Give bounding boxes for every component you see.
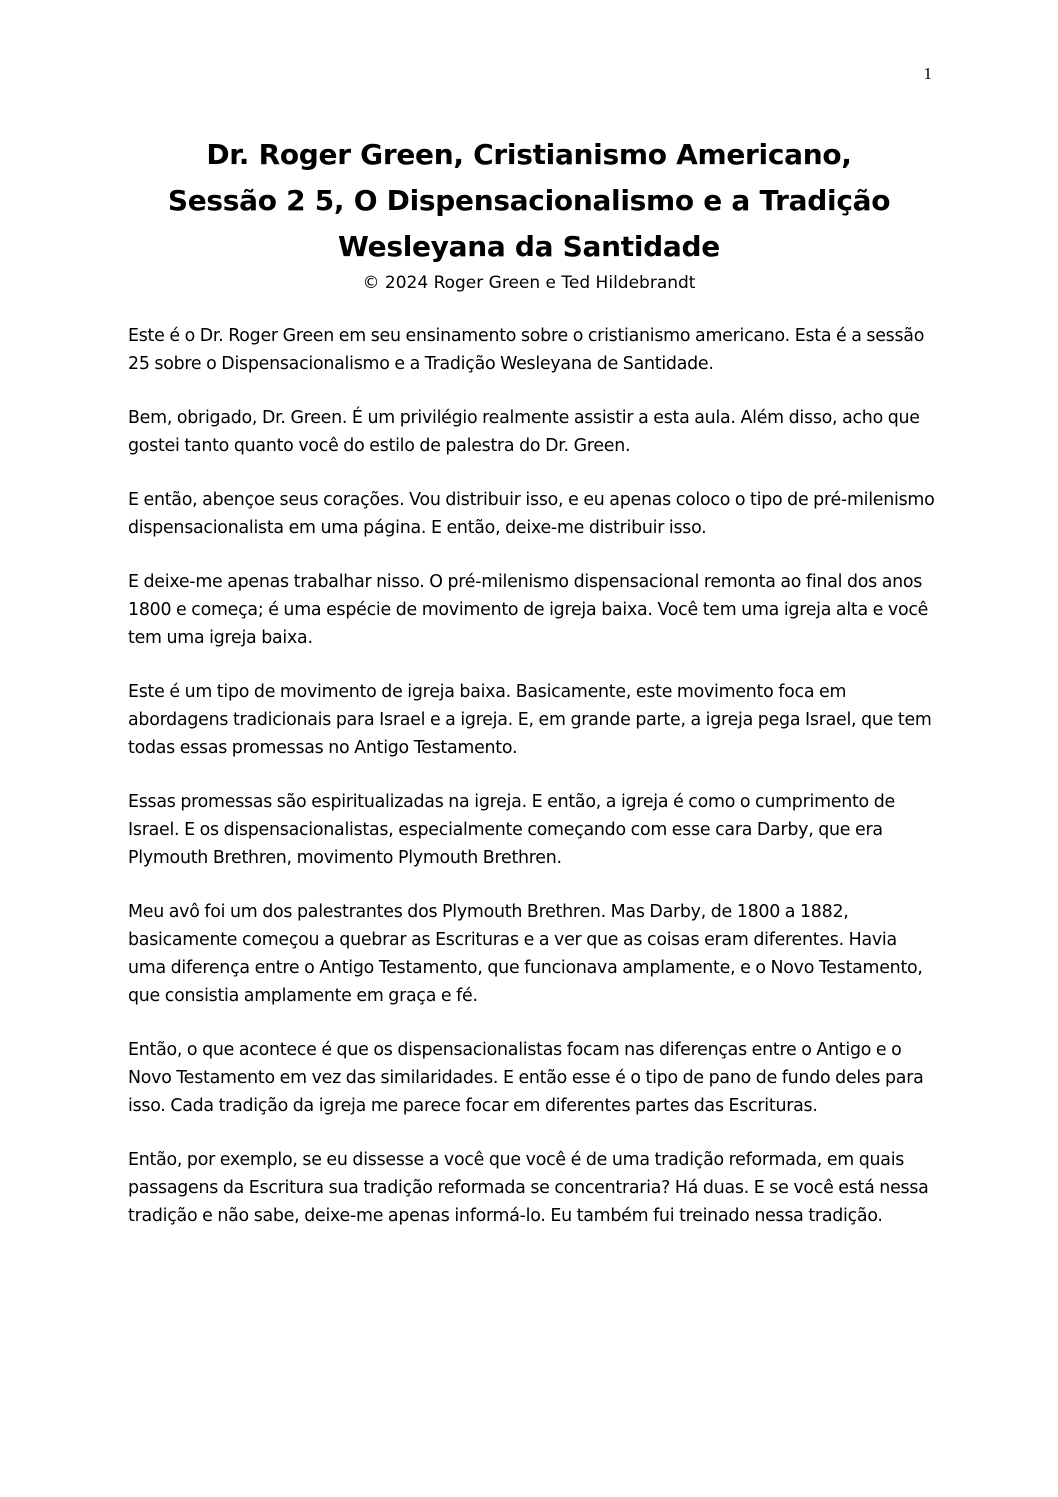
title-line-3: Wesleyana da Santidade bbox=[338, 230, 720, 263]
document-header bbox=[120, 132, 938, 296]
paragraph-8: Então, o que acontece é que os dispensacionalistas focam nas diferenças entre o Antigo e o Novo Testamento em vez das similaridades. E então esse é o tipo de pano de fundo deles para isso. Cada tradição da igreja me parece focar em diferentes partes das Escrituras. bbox=[128, 1040, 924, 1116]
copyright-notice: © 2024 Roger Green e Ted Hildebrandt bbox=[362, 273, 696, 293]
paragraph-5: Este é um tipo de movimento de igreja baixa. Basicamente, este movimento foca em abordagens tradicionais para Israel e a igreja. E, em grande parte, a igreja pega Israel, que tem todas essas promessas no Antigo Testamento. bbox=[128, 682, 932, 758]
paragraph-6: Essas promessas são espiritualizadas na igreja. E então, a igreja é como o cumprimento de Israel. E os dispensacionalistas, especialmente começando com esse cara Darby, que era Plymouth Brethren, movimento Plymouth Brethren. bbox=[128, 792, 895, 868]
title-line-2: Sessão 2 5, O Dispensacionalismo e a Tradição bbox=[167, 184, 891, 217]
title-line-1: Dr. Roger Green, Cristianismo Americano, bbox=[206, 138, 852, 171]
paragraph-9: Então, por exemplo, se eu dissesse a você que você é de uma tradição reformada, em quais passagens da Escritura sua tradição reformada se concentraria? Há duas. E se você está nessa tradição e não sabe, deixe-me apenas informá-lo. Eu também fui treinado nessa tradição. bbox=[128, 1150, 929, 1226]
document-body bbox=[128, 322, 936, 1256]
document-title bbox=[120, 132, 938, 270]
paragraph-7: Meu avô foi um dos palestrantes dos Plymouth Brethren. Mas Darby, de 1800 a 1882, basicamente começou a quebrar as Escrituras e a ver que as coisas eram diferentes. Havia uma diferença entre o Antigo Testamento, que funcionava amplamente, e o Novo Testamento, que consistia amplamente em graça e fé. bbox=[128, 902, 923, 1006]
paragraph-2: Bem, obrigado, Dr. Green. É um privilégio realmente assistir a esta aula. Além disso, acho que gostei tanto quanto você do estilo de palestra do Dr. Green. bbox=[128, 408, 920, 456]
paragraph-1: Este é o Dr. Roger Green em seu ensinamento sobre o cristianismo americano. Esta é a sessão 25 sobre o Dispensacionalismo e a Tradição Wesleyana de Santidade. bbox=[128, 326, 925, 374]
page-number: 1 bbox=[923, 64, 932, 83]
paragraph-4: E deixe-me apenas trabalhar nisso. O pré-milenismo dispensacional remonta ao final dos anos 1800 e começa; é uma espécie de movimento de igreja baixa. Você tem uma igreja alta e você tem uma igreja baixa. bbox=[128, 572, 929, 648]
paragraph-3: E então, abençoe seus corações. Vou distribuir isso, e eu apenas coloco o tipo de pré-milenismo dispensacionalista em uma página. E então, deixe-me distribuir isso. bbox=[128, 490, 935, 538]
